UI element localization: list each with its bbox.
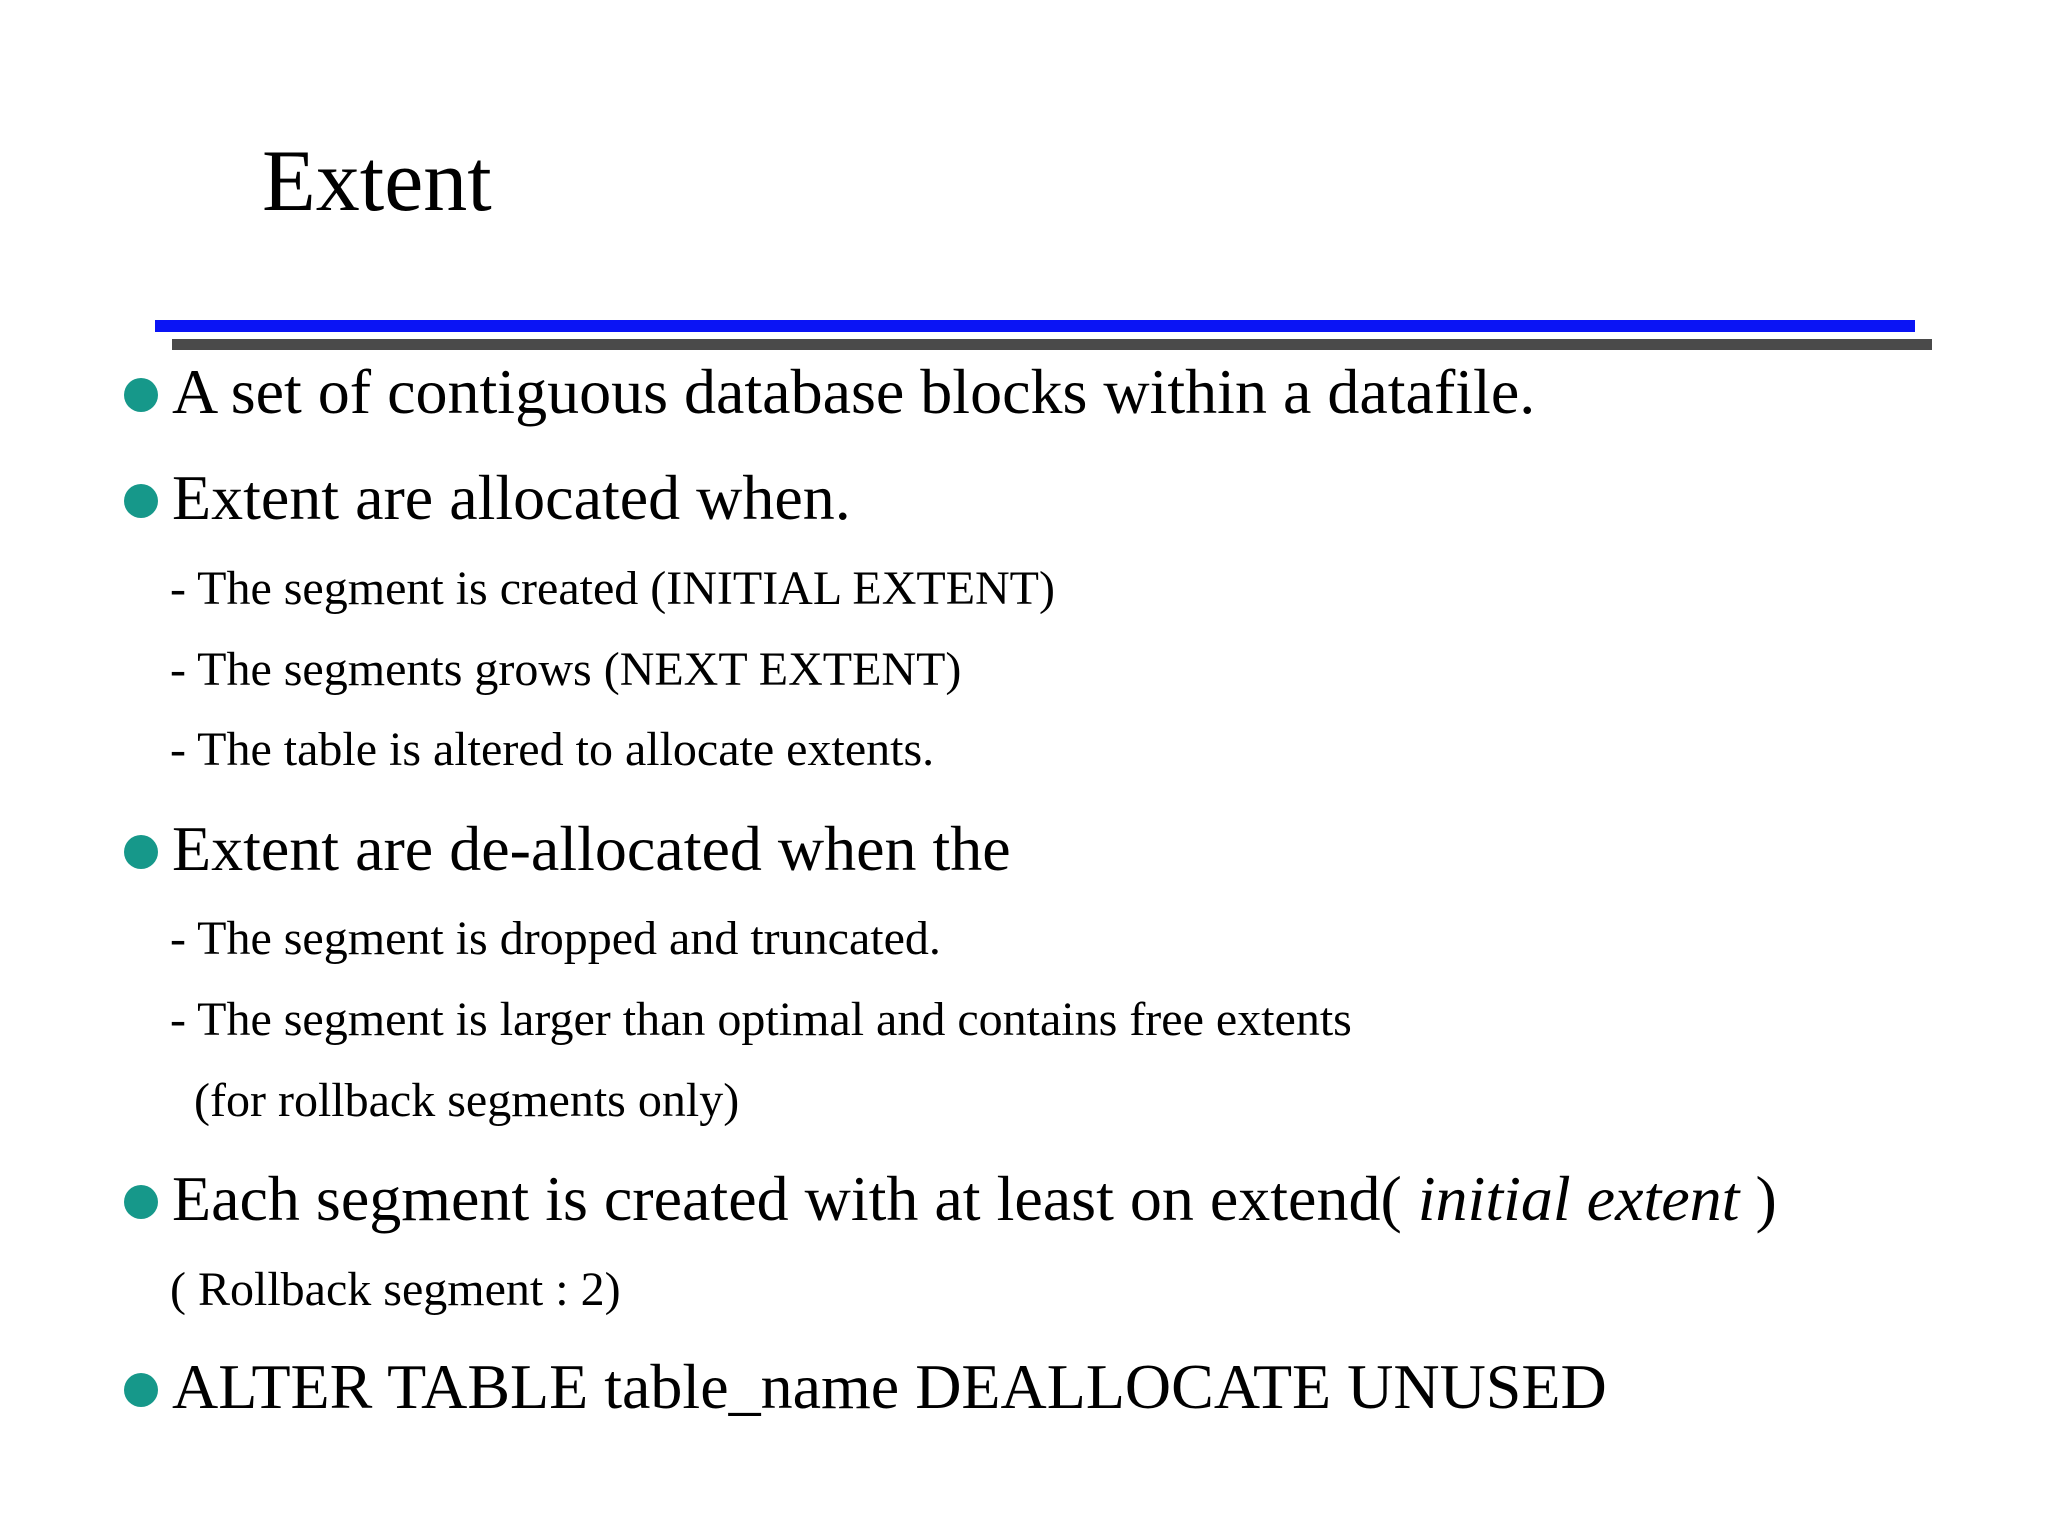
bullet-text: Extent are de-allocated when the [172, 813, 1011, 884]
title-underline [155, 320, 1915, 332]
bullet-dot-icon [124, 835, 158, 869]
bullet-text [172, 1163, 1777, 1234]
sub-item-text: ( Rollback segment : 2) [170, 1263, 621, 1316]
sub-item-text: - The segment is larger than optimal and contains free extents [170, 993, 1352, 1046]
bullet-text: A set of contiguous database blocks within a datafile. [172, 356, 1536, 427]
bullet-text: ALTER TABLE table_name DEALLOCATE UNUSED [172, 1351, 1607, 1422]
sub-item-text: - The segment is dropped and truncated. [170, 912, 941, 965]
bullet-text-italic: initial extent [1417, 1163, 1740, 1234]
bullet-text-part: Each segment is created with at least on extend( [172, 1163, 1418, 1234]
bullet-dot-icon [124, 1373, 158, 1407]
slide-title: Extent [262, 133, 492, 230]
sub-item-text: - The segments grows (NEXT EXTENT) [170, 643, 962, 696]
sub-item-text: - The segment is created (INITIAL EXTENT) [170, 562, 1055, 615]
sub-item-text: - The table is altered to allocate extents. [170, 723, 935, 776]
sub-item-text: (for rollback segments only) [170, 1074, 740, 1127]
bullet-dot-icon [124, 484, 158, 518]
bullet-text-part: ) [1739, 1163, 1777, 1234]
bullet-text: Extent are allocated when. [172, 462, 851, 533]
bullet-dot-icon [124, 1185, 158, 1219]
bullet-dot-icon [124, 378, 158, 412]
title-underline-shadow [172, 339, 1932, 350]
